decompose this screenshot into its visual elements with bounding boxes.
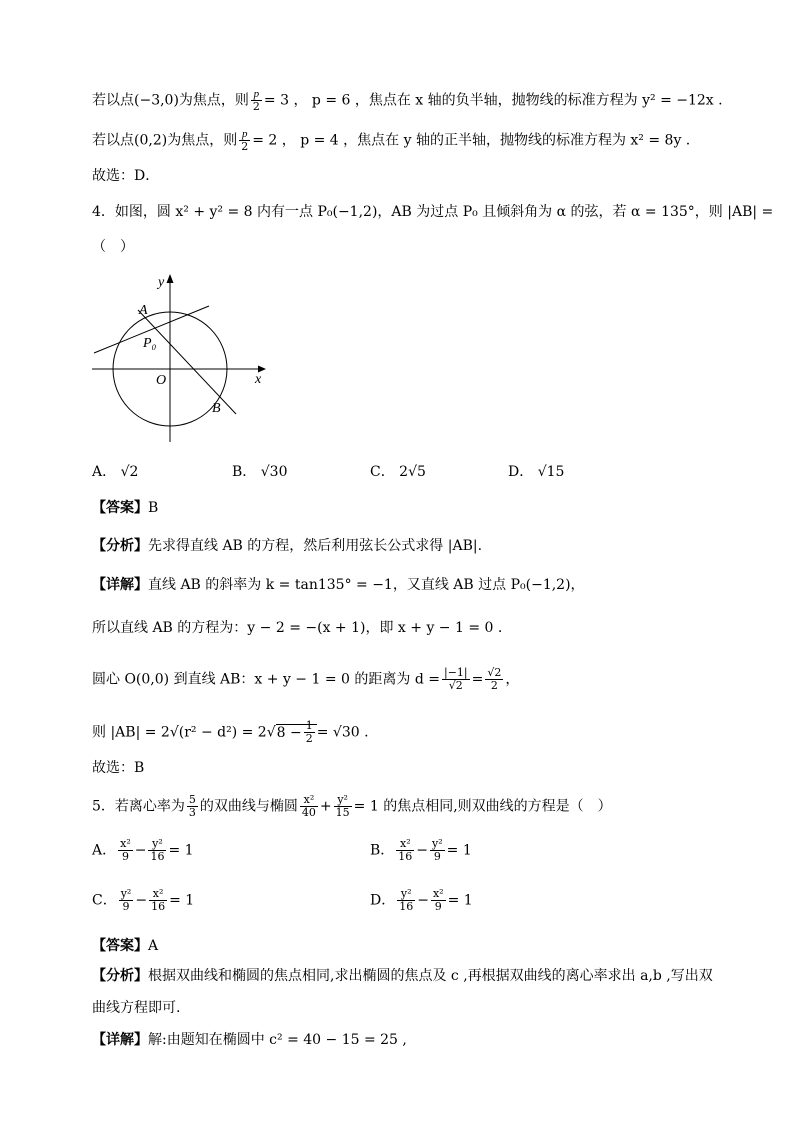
- q5-analysis-2: 曲线方程即可.: [92, 1000, 181, 1016]
- text: 若以点: [92, 92, 134, 109]
- label-x: x: [255, 372, 262, 387]
- q4-detail-3: 圆心 O(0,0) 到直线 AB：x + y − 1 = 0 的距离为 d = $\frac{|-1|}{√2}$ = $\frac{√2}{2}$ ，: [92, 666, 520, 692]
- text: 为焦点，则: [178, 92, 249, 109]
- q4-stem: 4．如图，圆 x² + y² = 8 内有一点 P₀(−1,2)，AB 为过点 P₀ 且倾斜角为 α 的弦，若 α = 135°，则 |AB| =: [92, 204, 774, 220]
- q5-stem: 5．若离心率为 $\frac{5}{3}$ 的双曲线与椭圆 $\frac{\text{x²}}{40}$ + $\frac{\text{y²}}{15}$ = 1 的焦点相同,则双曲线的方程是（ ）: [92, 793, 612, 819]
- text: 为焦点，则: [167, 132, 238, 149]
- q5-answer: 【答案】A: [92, 938, 159, 954]
- q4-paren: （ ）: [92, 239, 134, 255]
- q5-option-b: B． $\frac{\text{x²}}{16}$ − $\frac{\text{y²}}{9}$ = 1: [370, 837, 472, 863]
- label-o: O: [156, 373, 167, 388]
- prev-line-1: [92, 88, 723, 113]
- point: (0,2): [134, 132, 168, 149]
- q5-detail-1: 【详解】解:由题知在椭圆中 c² = 40 − 15 = 25 ,: [92, 1032, 407, 1048]
- q4-option-a: A． √2: [92, 464, 139, 480]
- text: 若以点: [92, 132, 134, 149]
- prev-line-2: [92, 128, 690, 153]
- label-a: A: [139, 303, 148, 318]
- label-b: B: [212, 401, 221, 416]
- fraction: $\frac{p}{2}$: [241, 128, 249, 153]
- q4-choose: 故选：B: [92, 760, 145, 776]
- q4-option-c: C． 2√5: [370, 464, 426, 480]
- q5-option-d: D． $\frac{\text{y²}}{16}$ − $\frac{\text{x²}}{9}$ = 1: [370, 887, 473, 913]
- fraction: $\frac{p}{2}$: [252, 88, 260, 113]
- text: = 3 ， p = 6 ，焦点在 x 轴的负半轴，抛物线的标准方程为 y² = −12x .: [263, 92, 723, 109]
- text: = 2 ， p = 4 ，焦点在 y 轴的正半轴，抛物线的标准方程为 x² = 8y .: [252, 132, 691, 149]
- prev-choose: 故选：D．: [92, 168, 160, 184]
- q4-detail-4: 则 |AB| = 2√(r² − d²) = 2√8 − $\frac{1}{2}$ = √30 .: [92, 719, 369, 745]
- q4-analysis: 【分析】先求得直线 AB 的方程，然后利用弦长公式求得 |AB|.: [92, 538, 483, 554]
- point: (−3,0): [134, 92, 179, 109]
- q4-detail-2: 所以直线 AB 的方程为：y − 2 = −(x + 1)，即 x + y − 1 = 0 .: [92, 620, 503, 636]
- q4-option-d: D． √15: [508, 464, 565, 480]
- q4-answer: 【答案】B: [92, 500, 159, 516]
- y-axis-arrow-icon: [167, 274, 174, 283]
- q5-option-a: A． $\frac{\text{x²}}{9}$ − $\frac{\text{y²}}{16}$ = 1: [92, 837, 194, 863]
- q4-option-b: B． √30: [232, 464, 288, 480]
- q5-analysis-1: 【分析】根据双曲线和椭圆的焦点相同,求出椭圆的焦点及 c ,再根据双曲线的离心率求出 a,b ,写出双: [92, 968, 713, 984]
- label-y: y: [158, 275, 165, 290]
- chord-ab: [138, 310, 236, 414]
- q4-figure: [90, 266, 280, 446]
- q5-option-c: C． $\frac{\text{y²}}{9}$ − $\frac{\text{x²}}{16}$ = 1: [92, 887, 195, 913]
- label-p0: P₀: [143, 336, 157, 351]
- q4-detail-1: 【详解】直线 AB 的斜率为 k = tan135° = −1，又直线 AB 过点 P₀(−1,2)，: [92, 577, 585, 593]
